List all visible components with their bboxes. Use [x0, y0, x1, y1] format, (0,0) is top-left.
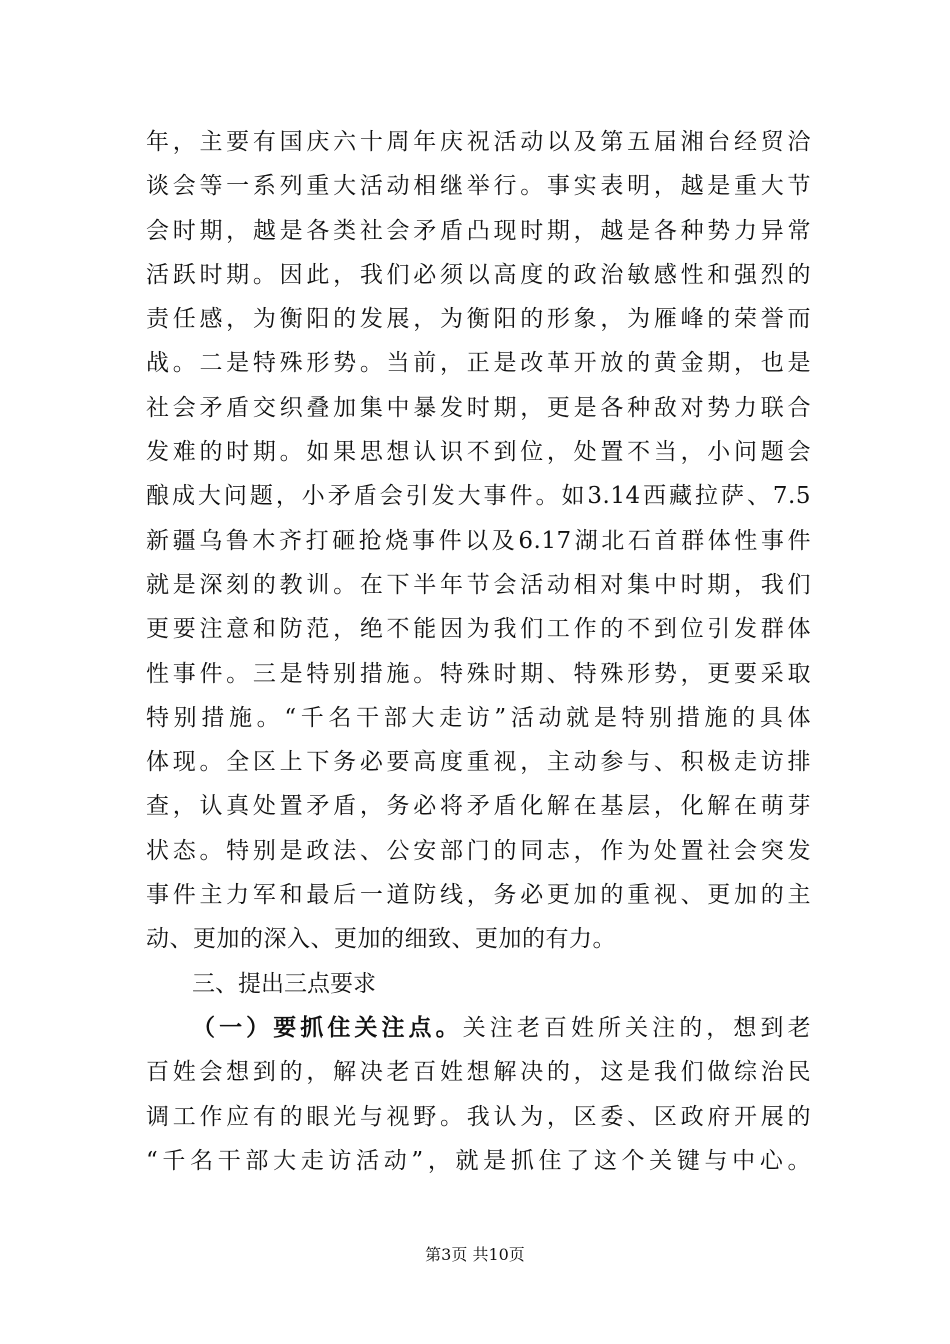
text-line: 更要注意和防范，绝不能因为我们工作的不到位引发群体 — [146, 616, 811, 643]
text-line: 调工作应有的眼光与视野。我认为，区委、区政府开展的 — [146, 1103, 811, 1130]
text-line: 动、更加的深入、更加的细致、更加的有力。 — [146, 926, 616, 953]
text-line: 谈会等一系列重大活动相继举行。事实表明，越是重大节 — [146, 173, 811, 200]
text-line: 会时期，越是各类社会矛盾凸现时期，越是各种势力异常 — [146, 217, 811, 244]
page-number-footer: 第3页 共10页 — [425, 1245, 525, 1264]
text-line: 酿成大问题，小矛盾会引发大事件。如3.14西藏拉萨、7.5 — [146, 483, 811, 510]
text-line: 状态。特别是政法、公安部门的同志，作为处置社会突发 — [146, 837, 811, 864]
text-line: “千名干部大走访活动”，就是抓住了这个关键与中心。 — [146, 1147, 811, 1174]
text-line: 体现。全区上下务必要高度重视，主动参与、积极走访排 — [146, 749, 811, 776]
text-line: 就是深刻的教训。在下半年节会活动相对集中时期，我们 — [146, 571, 811, 598]
text-line: 事件主力军和最后一道防线，务必更加的重视、更加的主 — [146, 882, 811, 909]
body-text — [146, 120, 811, 1183]
text-line: 查，认真处置矛盾，务必将矛盾化解在基层，化解在萌芽 — [146, 793, 811, 820]
paragraph-first-line — [146, 1006, 811, 1050]
text-line: 年，主要有国庆六十周年庆祝活动以及第五届湘台经贸洽 — [146, 129, 811, 155]
text-line: 特别措施。“千名干部大走访”活动就是特别措施的具体 — [146, 704, 811, 731]
paragraph-text: 关注老百姓所关注的，想到老 — [462, 1014, 812, 1041]
text-line: 战。二是特殊形势。当前，正是改革开放的黄金期，也是 — [146, 350, 811, 377]
text-line: 新疆乌鲁木齐打砸抢烧事件以及6.17湖北石首群体性事件 — [146, 527, 811, 554]
subheading-bold: （一）要抓住关注点。 — [192, 1014, 463, 1041]
text-line: 百姓会想到的，解决老百姓想解决的，这是我们做综治民 — [146, 1059, 811, 1086]
section-heading: 三、提出三点要求 — [192, 970, 376, 997]
text-line: 性事件。三是特别措施。特殊时期、特殊形势，更要采取 — [146, 660, 811, 687]
text-line: 社会矛盾交织叠加集中暴发时期，更是各种敌对势力联合 — [146, 394, 811, 421]
text-line: 发难的时期。如果思想认识不到位，处置不当，小问题会 — [146, 439, 811, 466]
text-line: 责任感，为衡阳的发展，为衡阳的形象，为雁峰的荣誉而 — [146, 306, 811, 333]
text-line: 活跃时期。因此，我们必须以高度的政治敏感性和强烈的 — [146, 261, 811, 288]
